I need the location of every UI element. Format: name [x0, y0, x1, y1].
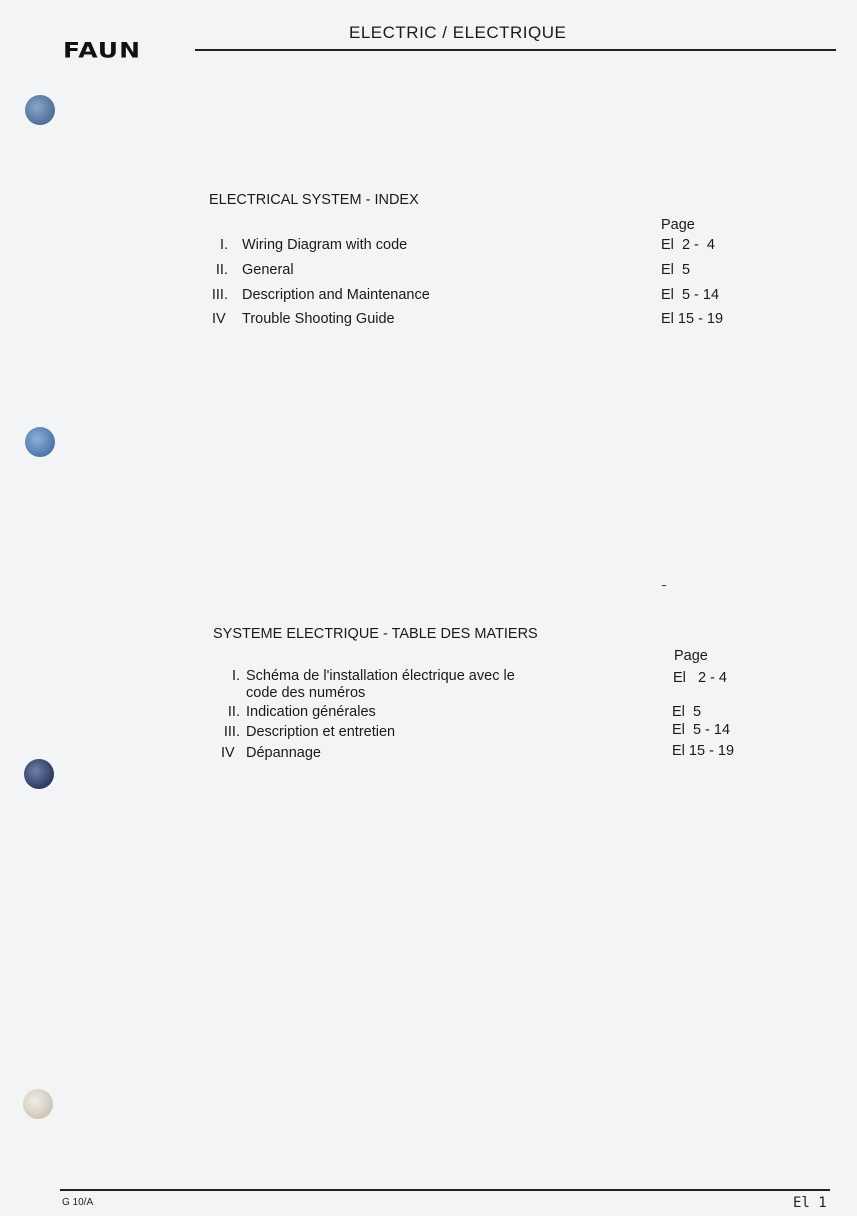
- row-page: El 5 - 14: [661, 287, 720, 303]
- row-text: Indication générales: [246, 704, 376, 720]
- row-text: Wiring Diagram with code: [242, 237, 408, 253]
- row-text-line1: Schéma de l'installation électrique avec le: [246, 668, 515, 684]
- stray-mark: [662, 585, 666, 586]
- row-page: El 5 - 14: [672, 722, 731, 738]
- row-text: Description and Maintenance: [242, 287, 430, 303]
- row-page: El 5: [672, 704, 702, 720]
- row-text: Dépannage: [246, 745, 321, 761]
- row-text: General: [242, 262, 294, 278]
- index-en-title: ELECTRICAL SYSTEM - INDEX: [209, 192, 419, 208]
- header-title: ELECTRIC / ELECTRIQUE: [349, 23, 567, 42]
- row-number: II.: [215, 262, 228, 278]
- row-page: El 2 - 4: [661, 237, 715, 253]
- faun-logo: FAUN: [63, 38, 142, 63]
- row-number: I.: [219, 237, 228, 253]
- footer-document-code: G 10/A: [62, 1197, 94, 1208]
- footer-rule: [60, 1189, 830, 1191]
- row-page: El 2 - 4: [673, 670, 727, 686]
- row-text-line2: code des numéros: [246, 685, 366, 701]
- punch-hole-icon: [23, 1089, 53, 1119]
- punch-hole-icon: [25, 427, 55, 457]
- row-page: El 15 - 19: [661, 311, 724, 327]
- row-page: El 5: [661, 262, 691, 278]
- index-fr-page-label: Page: [674, 648, 708, 664]
- row-number: IV: [212, 311, 226, 327]
- footer-page-number: El 1: [793, 1195, 827, 1211]
- index-fr-title: SYSTEME ELECTRIQUE - TABLE DES MATIERS: [213, 626, 538, 642]
- punch-hole-icon: [25, 95, 55, 125]
- row-number: I.: [231, 668, 240, 684]
- row-number: III.: [211, 287, 228, 303]
- header-rule: [195, 49, 836, 51]
- row-text: Trouble Shooting Guide: [242, 311, 395, 327]
- punch-hole-icon: [24, 759, 54, 789]
- row-text: Description et entretien: [246, 724, 396, 740]
- row-number: III.: [223, 724, 240, 740]
- row-number: II.: [227, 704, 240, 720]
- index-en-page-label: Page: [661, 217, 695, 233]
- row-number: IV: [221, 745, 235, 761]
- row-page: El 15 - 19: [672, 743, 735, 759]
